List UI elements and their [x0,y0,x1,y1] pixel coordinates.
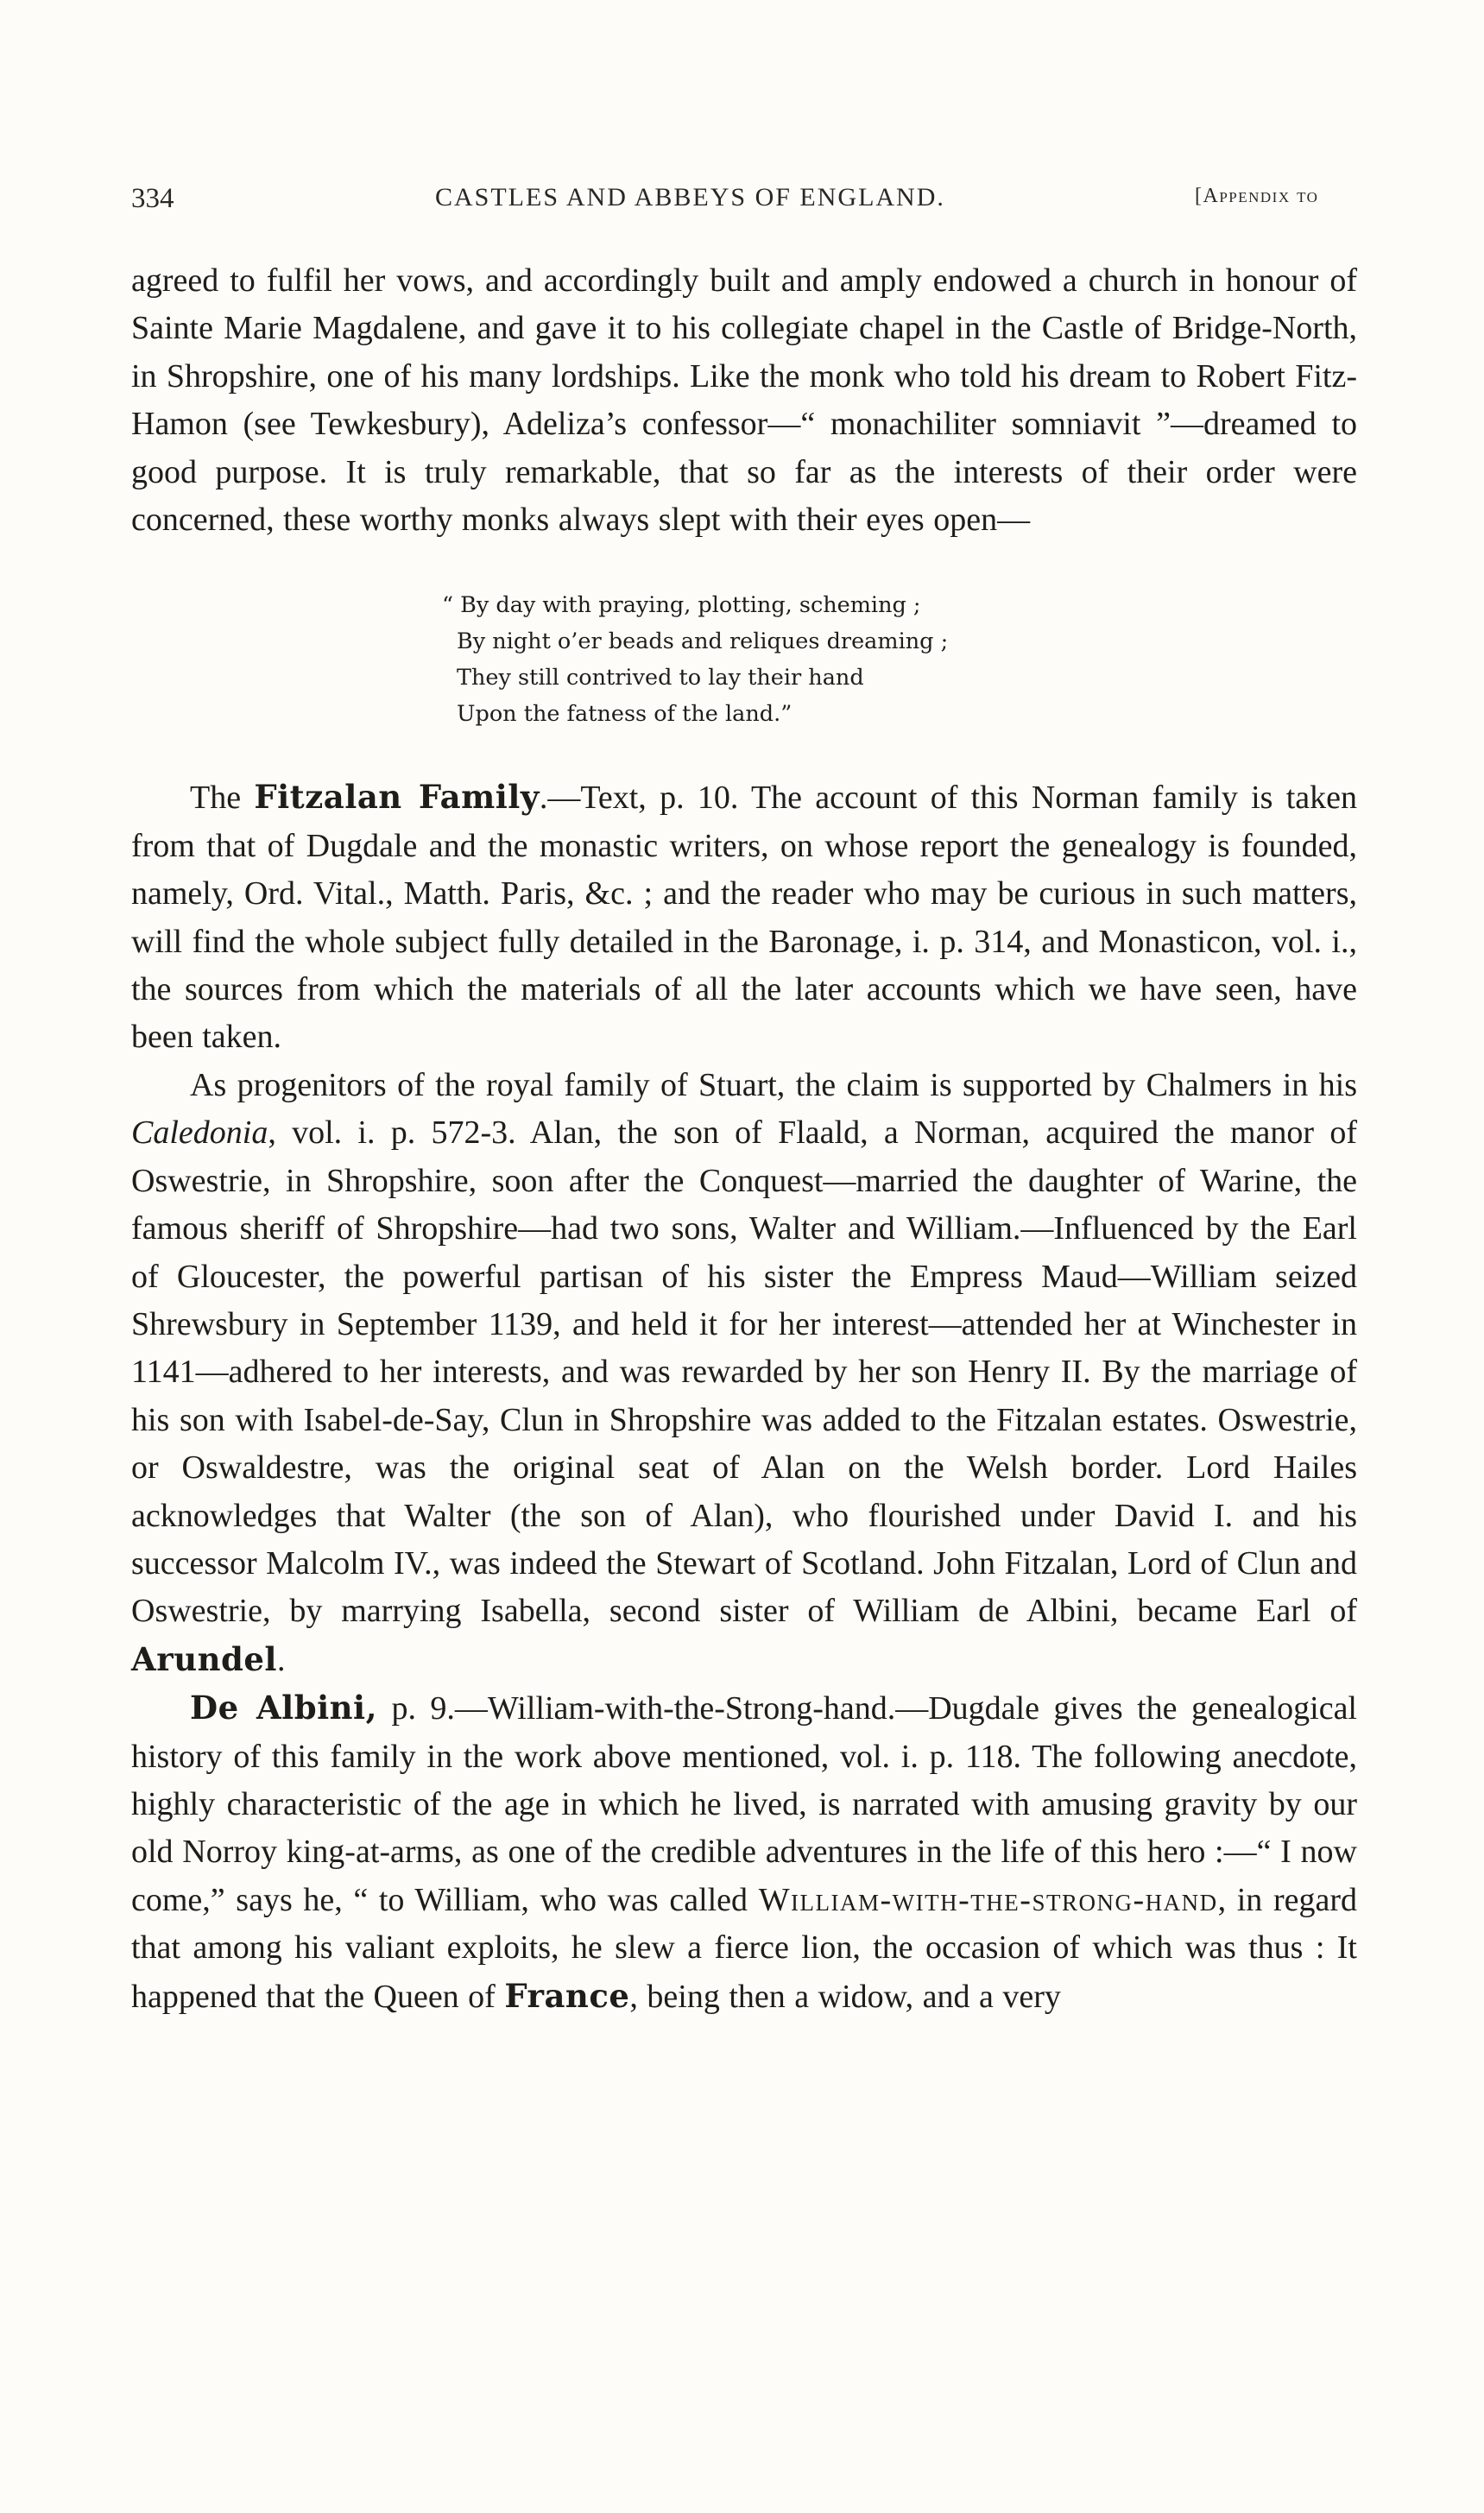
running-title: CASTLES AND ABBEYS OF ENGLAND. [435,183,945,212]
page-number: 334 [131,183,174,214]
verse-line: Upon the fatness of the land.” [457,701,793,728]
text-block [131,257,1357,2021]
paragraph-1: agreed to fulfil her vows, and accordingly built and amply endowed a church in honour of Sainte Marie Magdalene, and gave it to his collegiate chapel in the Castle of Bridge-North, in Shropshire, one of his many lordships. Like the monk who told his dream to Robert Fitz-Hamon (see Tewkesbury), Adeliza’s confessor—“ monachiliter somniavit ”—dreamed to good purpose. It is truly remarkable, that so far as the interests of their order were concerned, these worthy monks always slept with their eyes open— [131,262,1357,539]
paragraph-stuart [131,1062,1357,1684]
fitzalan-heading: Fitzalan Family [254,778,540,817]
paragraph-fitzalan [131,773,1357,1061]
verse-line: By night o’er beads and reliques dreaming ; [457,628,949,655]
para-text: As progenitors of the royal family of Stuart, the claim is supported by Chalmers in his [190,1066,1357,1103]
caledonia-title: Caledonia [131,1114,268,1152]
para-text: , in regard that among his valiant exploits, he slew a fierce lion, the occasion of which was thus : It happened that the Queen of [131,1881,1357,2015]
para-text: p. 9.—William-with-the-Strong-hand.—Dugdale gives the genealogical history of this family in the work above mentioned, vol. i. p. 118. The following anecdote, highly characteristic of the age in which he lived, is narrated with amusing gravity by our old Norroy king-at-arms, as one of the credible adventures in the life of this hero :—“ I now come,” says he, “ to William, who was called [131,1690,1357,1918]
arundel-heading: Arundel [131,1639,277,1678]
strong-hand-name: William-with-the-strong-hand [758,1881,1218,1918]
france-heading: France [504,1976,630,2015]
de-albini-heading: De Albini, [190,1689,377,1727]
para-text: , vol. i. p. 572-3. Alan, the son of Flaald, a Norman, acquired the manor of Oswestrie, in Shropshire, soon after the Conquest—married the daughter of Warine, the famous sheriff of Shropshire—had two sons, Walter and William.—Influenced by the Earl of Gloucester, the powerful partisan of his sister the Empress Maud—William seized Shrewsbury in September 1139, and held it for her interest—attended her at Winchester in 1141—adhered to her interests, and was rewarded by her son Henry II. By the marriage of his son with Isabel-de-Say, Clun in Shropshire was added to the Fitzalan estates. Oswestrie, or Oswaldestre, was the original seat of Alan on the Welsh border. Lord Hailes acknowledges that Walter (the son of Alan), who flourished under David I. and his successor Malcolm IV., was indeed the Stewart of Scotland. John Fitzalan, Lord of Clun and Oswestrie, by marrying Isabella, second sister of William de Albini, became Earl of [131,1114,1357,1630]
paragraph-de-albini [131,1684,1357,2021]
verse-line: “ By day with praying, plotting, scheming ; [442,592,921,619]
para-text: .—Text, p. 10. The account of this Norman family is taken from that of Dugdale and the monastic writers, on whose report the genealogy is founded, namely, Ord. Vital., Matth. Paris, &c. ; and the reader who may be curious in such matters, will find the whole subject fully detailed in the Baronage, i. p. 314, and Monasticon, vol. i., the sources from which the materials of all the later accounts which we have seen, have been taken. [131,780,1357,1056]
para-text: , being then a widow, and a very [629,1978,1061,2015]
running-head [131,183,1357,218]
verse-line: They still contrived to lay their hand [457,665,864,691]
verse-quotation [442,587,1357,732]
para-end: . [276,1641,286,1678]
para-lead: The [190,780,255,817]
running-note: [Appendix to [1195,185,1319,207]
